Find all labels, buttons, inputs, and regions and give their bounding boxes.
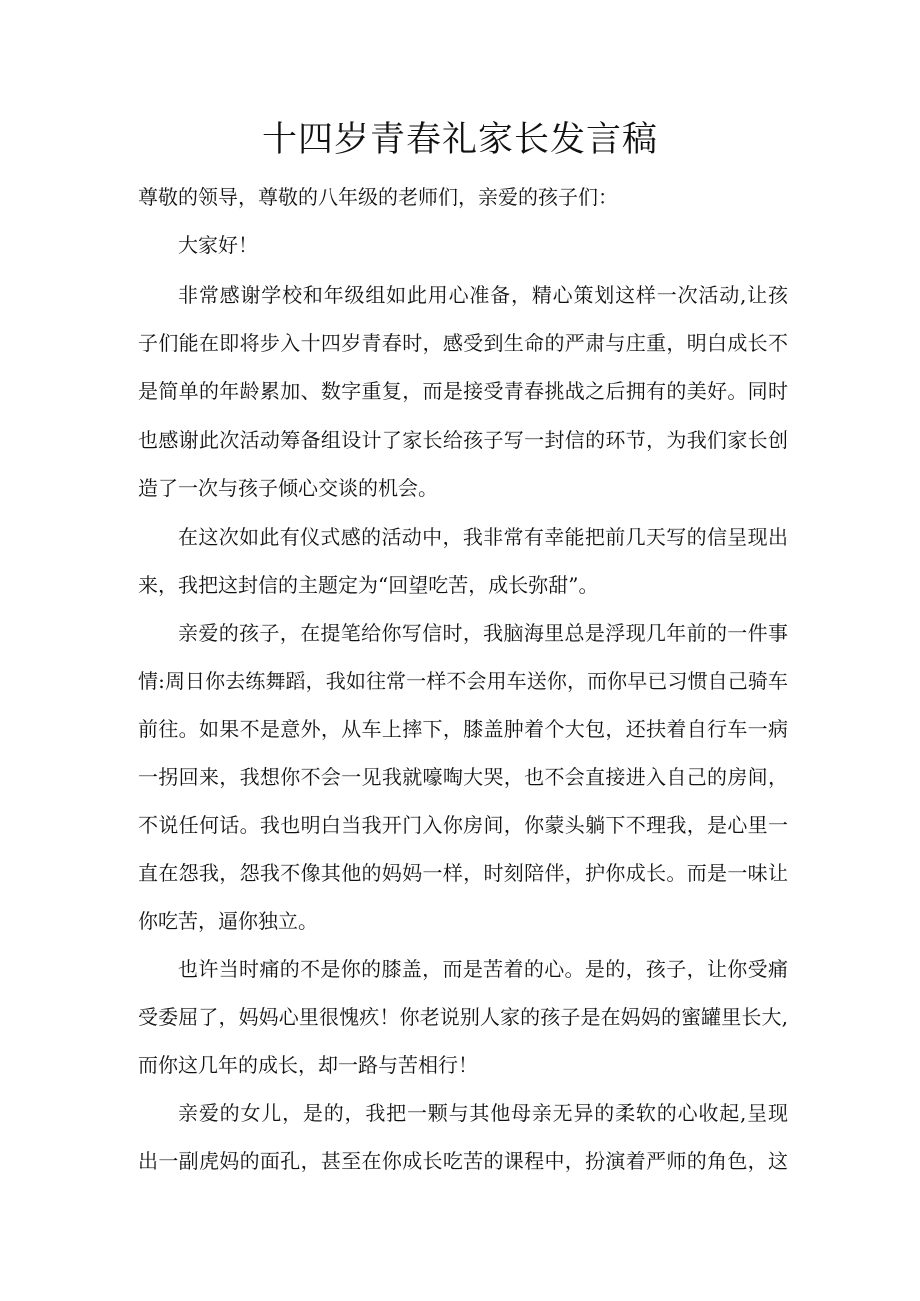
salutation-line: 尊敬的领导，尊敬的八年级的老师们，亲爱的孩子们： [138, 185, 618, 209]
paragraph-line: 非常感谢学校和年级组如此用心准备，精心策划这样一次活动,让孩 [178, 283, 788, 307]
paragraph-line: 也感谢此次活动筹备组设计了家长给孩子写一封信的环节，为我们家长创 [138, 428, 788, 452]
document-title: 十四岁青春礼家长发言稿 [261, 120, 658, 160]
paragraph-line: 亲爱的孩子，在提笔给你写信时，我脑海里总是浮现几年前的一件事 [178, 621, 788, 645]
paragraph-line: 也许当时痛的不是你的膝盖，而是苦着的心。是的，孩子，让你受痛 [178, 957, 788, 981]
paragraph-line: 你吃苦，逼你独立。 [138, 909, 318, 933]
paragraph-line: 受委屈了，妈妈心里很愧疚！你老说别人家的孩子是在妈妈的蜜罐里长大, [138, 1005, 788, 1029]
paragraph-line: 在这次如此有仪式感的活动中，我非常有幸能把前几天写的信呈现出 [178, 525, 788, 549]
greeting-line: 大家好！ [178, 233, 258, 257]
paragraph-line: 而你这几年的成长，却一路与苦相行！ [138, 1053, 478, 1077]
paragraph-line: 一拐回来，我想你不会一见我就嚎啕大哭，也不会直接进入自己的房间， [138, 765, 788, 789]
paragraph-line: 不说任何话。我也明白当我开门入你房间，你蒙头躺下不理我，是心里一 [138, 813, 788, 837]
paragraph-line: 造了一次与孩子倾心交谈的机会。 [138, 476, 438, 500]
paragraph-line: 前往。如果不是意外，从车上摔下，膝盖肿着个大包，还扶着自行车一病 [138, 717, 788, 741]
paragraph-line: 子们能在即将步入十四岁青春时，感受到生命的严肃与庄重，明白成长不 [138, 331, 788, 355]
paragraph-line: 是简单的年龄累加、数字重复，而是接受青春挑战之后拥有的美好。同时 [138, 379, 788, 403]
paragraph-line: 来，我把这封信的主题定为“回望吃苦，成长弥甜”。 [138, 573, 599, 597]
paragraph-line: 亲爱的女儿，是的，我把一颗与其他母亲无异的柔软的心收起,呈现 [178, 1101, 788, 1125]
paragraph-line: 情:周日你去练舞蹈，我如往常一样不会用车送你，而你早已习惯自己骑车 [138, 669, 788, 693]
paragraph-line: 出一副虎妈的面孔，甚至在你成长吃苦的课程中，扮演着严师的角色，这 [138, 1149, 788, 1173]
paragraph-line: 直在怨我，怨我不像其他的妈妈一样，时刻陪伴，护你成长。而是一味让 [138, 861, 788, 885]
